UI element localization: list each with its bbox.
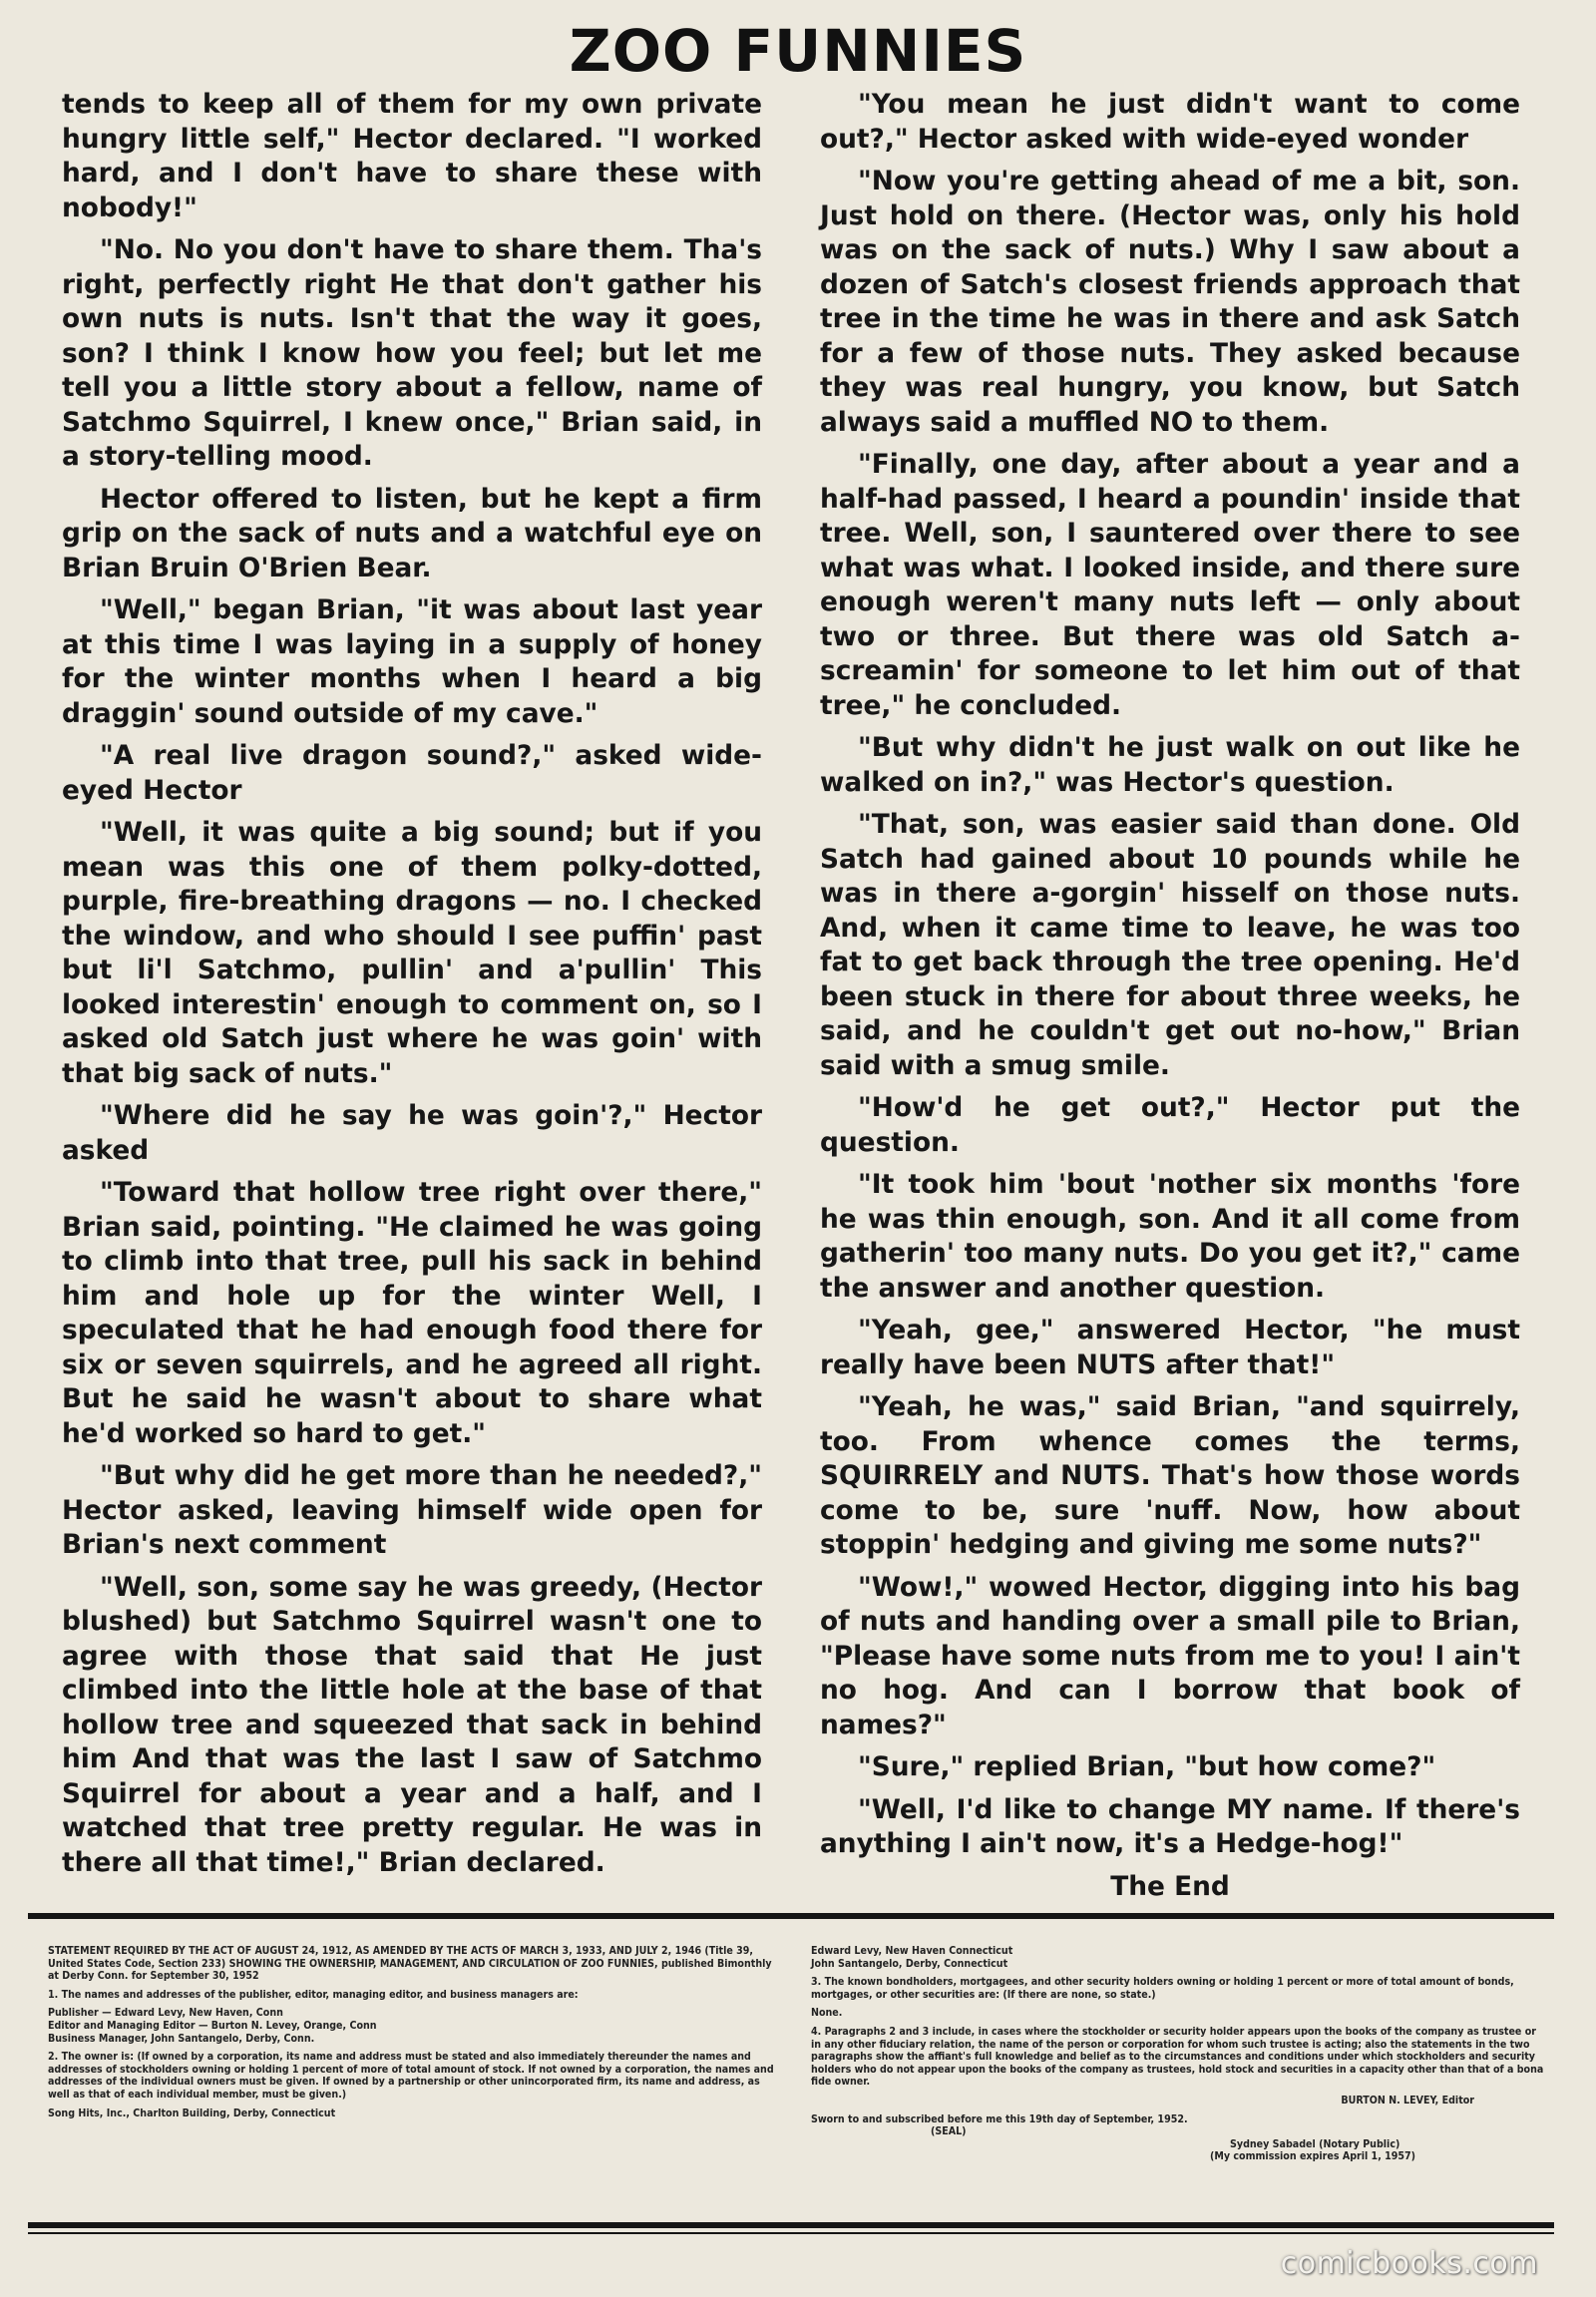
story-paragraph: "Wow!," wowed Hector, digging into his bag of nuts and handing over a small pile to Brian, "Please have some nuts from me to you! I ain't no hog. And can I borrow that book of names?" — [820, 1571, 1520, 1740]
site-watermark: comicbooks.com — [1280, 2246, 1538, 2281]
story-paragraph: "But why did he get more than he needed?," Hector asked, leaving himself wide open for Brian's next comment — [62, 1460, 762, 1560]
statement-publisher: Publisher — Edward Levy, New Haven, Conn — [48, 2007, 283, 2020]
story-paragraph: "Well, it was quite a big sound; but if you mean was this one of them polky-dotted, purple, fire-breathing dragons — no. I checked the window, and who should I see puffin' past but li'l Satchmo, pullin' and a'pullin' This looked interestin' enough to comment on, so I asked old Satch just where he was goin' with that big sack of nuts." — [62, 817, 762, 1089]
statement-item-3: 3. The known bondholders, mortgagees, and other security holders owning or holding 1 percent or more of total amount of bonds, mortgages, or other securities are: (If there are none, so state.) — [811, 1976, 1514, 2001]
story-paragraph: tends to keep all of them for my own private hungry little self," Hector declared. "I worked hard, and I don't have to share these with nobody!" — [62, 89, 762, 223]
story-paragraph: "Sure," replied Brian, "but how come?" — [858, 1751, 1436, 1782]
divider-top — [28, 1913, 1554, 1919]
ownership-statement — [48, 1945, 1544, 2214]
divider-bottom — [28, 2222, 1554, 2228]
story-end: The End — [1110, 1870, 1230, 1902]
story-paragraph: "Where did he say he was goin'?," Hector asked — [62, 1100, 762, 1166]
story-paragraph: "Well," began Brian, "it was about last year at this time I was laying in a supply of honey for the winter months when I heard a big draggin' sound outside of my cave." — [62, 594, 762, 729]
story-paragraph: "Yeah, he was," said Brian, "and squirrely, too. From whence comes the terms, SQUIRRELY and NUTS. That's how those words come to be, sure 'nuff. Now, how about stoppin' hedging and giving me some nuts?" — [820, 1391, 1520, 1560]
story-left-column — [62, 88, 762, 1901]
statement-signer: BURTON N. LEVEY, Editor — [1341, 2094, 1474, 2106]
statement-none: None. — [811, 2007, 843, 2020]
story-paragraph: "That, son, was easier said than done. Old Satch had gained about 10 pounds while he was in there a-gorgin' hisself on those nuts. And, when it came time to leave, he was too fat to get back through the tree opening. He'd been stuck in there for about three weeks, he said, and he couldn't get out no-how," Brian said with a smug smile. — [820, 809, 1520, 1081]
statement-notary: Sydney Sabadel (Notary Public) — [1230, 2137, 1400, 2150]
story-paragraph: "It took him 'bout 'nother six months 'fore he was thin enough, son. And it all come from gatherin' too many nuts. Do you get it?," came the answer and another question. — [820, 1169, 1520, 1304]
story-paragraph: "Finally, one day, after about a year and a half-had passed, I heard a poundin' inside that tree. Well, son, I sauntered over there to see what was what. I looked inside, and there sure enough weren't many nuts left — only about two or three. But there was old Satch a-screamin' for someone to let him out of that tree," he concluded. — [820, 449, 1520, 721]
statement-item-1: 1. The names and addresses of the publisher, editor, managing editor, and business managers are: — [48, 1988, 579, 2001]
statement-right-column — [811, 1945, 1544, 2214]
story-paragraph: "No. No you don't have to share them. Tha's right, perfectly right He that don't gather his own nuts is nuts. Isn't that the way it goes, son? I think I know how you feel; but let me tell you a little story about a fellow, name of Satchmo Squirrel, I knew once," Brian said, in a story-telling mood. — [62, 234, 762, 472]
story-text — [62, 88, 1520, 1901]
story-paragraph: "Yeah, gee," answered Hector, "he must really have been NUTS after that!" — [820, 1315, 1520, 1380]
page-title: ZOO FUNNIES — [569, 17, 1027, 85]
story-paragraph: "Well, son, some say he was greedy, (Hector blushed) but Satchmo Squirrel wasn't one to agree with those that said that He just climbed into the little hole at the base of that hollow tree and squeezed that sack in behind him And that was the last I saw of Satchmo Squirrel for about a year and a half, and I watched that tree pretty regular. He was in there all that time!," Brian declared. — [62, 1571, 762, 1878]
statement-left-column — [48, 1945, 781, 2214]
statement-commission: (My commission expires April 1, 1957) — [1210, 2150, 1416, 2163]
story-paragraph: "You mean he just didn't want to come out?," Hector asked with wide-eyed wonder — [820, 89, 1520, 155]
story-paragraph: "How'd he get out?," Hector put the question. — [820, 1092, 1520, 1158]
statement-owner-1: Edward Levy, New Haven Connecticut — [811, 1945, 1013, 1957]
story-paragraph: "Well, I'd like to change MY name. If there's anything I ain't now, it's a Hedge-hog!" — [820, 1793, 1520, 1859]
story-right-column — [820, 88, 1520, 1901]
story-paragraph: "Toward that hollow tree right over there," Brian said, pointing. "He claimed he was going to climb into that tree, pull his sack in behind him and hole up for the winter Well, I speculated that he had enough food there for six or seven squirrels, and he agreed all right. But he said he wasn't about to share what he'd worked so hard to get." — [62, 1177, 762, 1449]
statement-seal: (SEAL) — [931, 2125, 967, 2138]
statement-item-4: 4. Paragraphs 2 and 3 include, in cases where the stockholder or security holder appears upon the books of the company as trustee or in any other fiduciary relation, the name of the person or corporation for whom such trustee is acting; also the statements in the two paragraphs show the affiant's full knowledge and belief as to the circumstances and conditions under which stockholders and security holders who do not appear upon the books of the company as trustees, hold stock and securities in a capacity other than that of a bona fide owner. — [811, 2025, 1544, 2089]
statement-owner-2: John Santangelo, Derby, Connecticut — [811, 1957, 1008, 1970]
story-paragraph: "But why didn't he just walk on out like he walked on in?," was Hector's question. — [820, 732, 1520, 798]
story-paragraph: Hector offered to listen, but he kept a firm grip on the sack of nuts and a watchful eye on Brian Bruin O'Brien Bear. — [62, 483, 762, 583]
statement-officers — [48, 2007, 781, 2045]
statement-sworn: Sworn to and subscribed before me this 19th day of September, 1952. — [811, 2112, 1188, 2125]
statement-heading: STATEMENT REQUIRED BY THE ACT OF AUGUST 24, 1912, AS AMENDED BY THE ACTS OF MARCH 3, 1933, AND JULY 2, 1946 (Title 39, United States Code, Section 233) SHOWING THE OWNERSHIP, MANAGEMENT, AND CIRCULATION OF ZOO FUNNIES, published Bimonthly at Derby Conn. for September 30, 1952 — [48, 1945, 772, 1983]
story-paragraph: "A real live dragon sound?," asked wide-eyed Hector — [62, 740, 762, 806]
statement-item-2: 2. The owner is: (If owned by a corporation, its name and address must be stated and also immediately thereunder the names and addresses of stockholders owning or holding 1 percent of more of total amount of stock. If not owned by a corporation, the names and addresses of the individual owners must be given. If owned by a partnership or other unincorporated firm, its name and address, as well as that of each individual member, must be given.) — [48, 2051, 774, 2101]
statement-owners — [811, 1945, 1544, 1970]
divider-bottom-thin — [28, 2232, 1554, 2234]
statement-editor: Editor and Managing Editor — Burton N. Levey, Orange, Conn — [48, 2019, 377, 2032]
statement-notary-block — [811, 2113, 1544, 2163]
statement-business-manager: Business Manager, John Santangelo, Derby, Conn. — [48, 2032, 315, 2045]
statement-owner: Song Hits, Inc., Charlton Building, Derby, Connecticut — [48, 2106, 336, 2119]
story-paragraph: "Now you're getting ahead of me a bit, son. Just hold on there. (Hector was, only his hold was on the sack of nuts.) Why I saw about a dozen of Satch's closest friends approach that tree in the time he was in there and ask Satch for a few of those nuts. They asked because they was real hungry, you know, but Satch always said a muffled NO to them. — [820, 166, 1520, 438]
